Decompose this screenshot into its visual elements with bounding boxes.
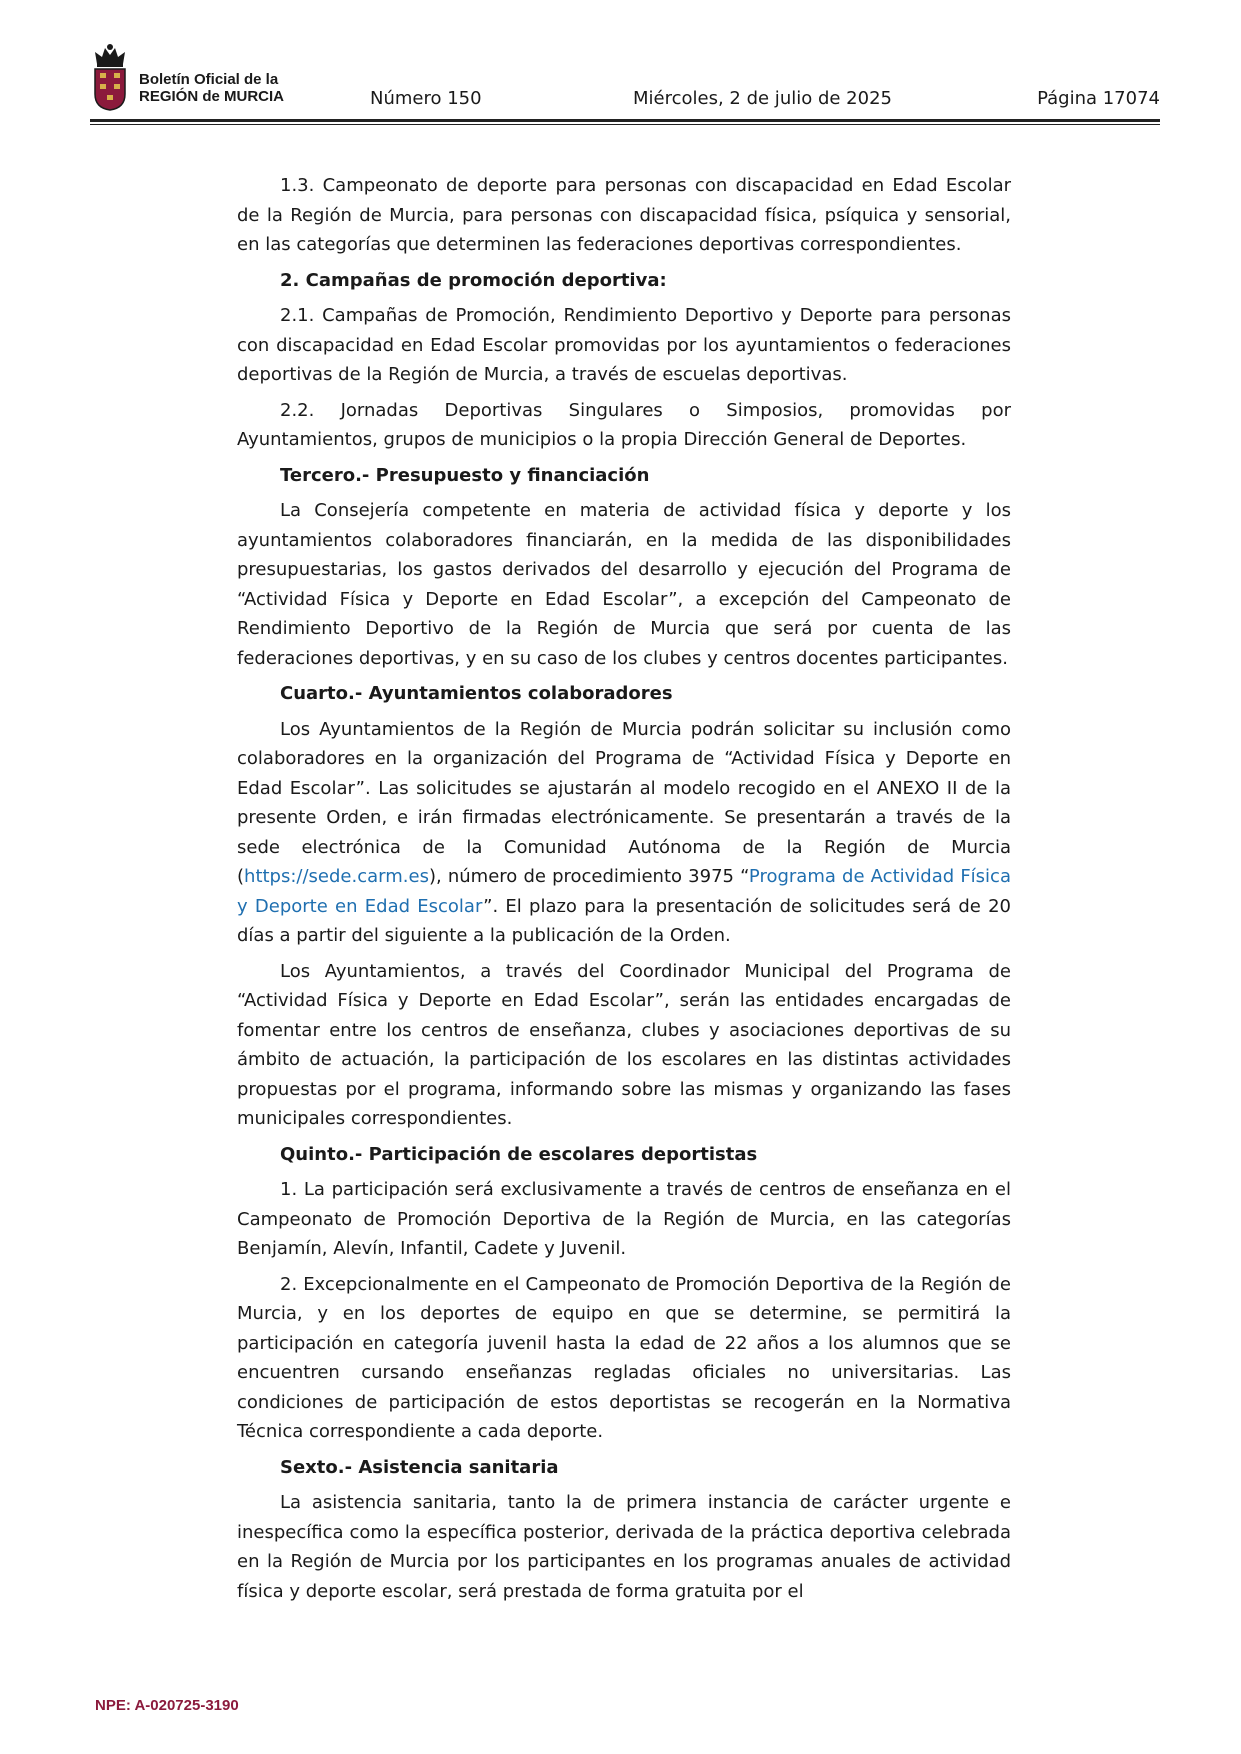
paragraph-2-1: 2.1. Campañas de Promoción, Rendimiento Deportivo y Deporte para personas con discapacidad en Edad Escolar promovidas por los ayuntamientos o federaciones deportivas de la Región de Murcia, a través de escuelas deportivas. bbox=[237, 305, 1011, 385]
bulletin-brand bbox=[139, 71, 284, 105]
paragraph-tercero: La Consejería competente en materia de actividad física y deporte y los ayuntamientos colaboradores financiarán, en la medida de las disponibilidades presupuestarias, los gastos derivados del desarrollo y ejecución del Programa de “Actividad Física y Deporte en Edad Escolar”, a excepción del Campeonato de Rendimiento Deportivo de la Región de Murcia que será por cuenta de las federaciones deportivas, y en su caso de los clubes y centros docentes participantes. bbox=[237, 500, 1011, 669]
heading-tercero: Tercero.- Presupuesto y financiación bbox=[280, 464, 650, 486]
cuarto-text-a: Los Ayuntamientos de la Región de Murcia podrán solicitar su inclusión como colaboradores en la organización del Programa de “Actividad Física y Deporte en Edad Escolar”. Las solicitudes se ajustarán al modelo recogido en el ANEXO II de la presente Orden, e irán firmadas electrónicamente. Se presentarán a través de la sede electrónica de la Comunidad Autónoma de la Región de Murcia ( bbox=[237, 718, 1011, 887]
page-header bbox=[90, 40, 1160, 124]
cuarto-text-b: ), número de procedimiento 3975 “ bbox=[428, 866, 749, 887]
document-body bbox=[237, 171, 1011, 1612]
paragraph-cuarto-1 bbox=[237, 715, 1011, 951]
brand-line-1: Boletín Oficial de la bbox=[139, 71, 279, 88]
heading-sexto: Sexto.- Asistencia sanitaria bbox=[280, 1456, 559, 1478]
paragraph-sexto: La asistencia sanitaria, tanto la de primera instancia de carácter urgente e inespecífica como la específica posterior, derivada de la práctica deportiva celebrada en la Región de Murcia por los participantes en los programas anuales de actividad física y deporte escolar, será prestada de forma gratuita por el bbox=[237, 1492, 1011, 1602]
issue-number: Número 150 bbox=[370, 88, 482, 109]
link-programa[interactable]: Programa de Actividad Física y Deporte en Edad Escolar bbox=[237, 866, 1011, 917]
header-rule-thin bbox=[90, 124, 1160, 125]
paragraph-1-3: 1.3. Campeonato de deporte para personas con discapacidad en Edad Escolar de la Región de Murcia, para personas con discapacidad física, psíquica y sensorial, en las categorías que determinen las federaciones deportivas correspondientes. bbox=[237, 175, 1011, 255]
heading-cuarto: Cuarto.- Ayuntamientos colaboradores bbox=[280, 683, 673, 704]
page-number: Página 17074 bbox=[1037, 88, 1160, 109]
paragraph-2-2: 2.2. Jornadas Deportivas Singulares o Simposios, promovidas por Ayuntamientos, grupos de municipios o la propia Dirección General de Deportes. bbox=[237, 399, 1011, 450]
paragraph-cuarto-2: Los Ayuntamientos, a través del Coordinador Municipal del Programa de “Actividad Física y Deporte en Edad Escolar”, serán las entidades encargadas de fomentar entre los centros de enseñanza, clubes y asociaciones deportivas de su ámbito de actuación, la participación de los escolares en las distintas actividades propuestas por el programa, informando sobre las mismas y organizando las fases municipales correspondientes. bbox=[237, 960, 1011, 1129]
heading-campanas: 2. Campañas de promoción deportiva: bbox=[280, 269, 667, 291]
link-sede-carm[interactable]: https://sede.carm.es bbox=[244, 866, 429, 887]
heading-quinto: Quinto.- Participación de escolares deportistas bbox=[280, 1143, 758, 1165]
paragraph-quinto-2: 2. Excepcionalmente en el Campeonato de Promoción Deportiva de la Región de Murcia, y en los deportes de equipo en que se determine, se permitirá la participación en categoría juvenil hasta la edad de 22 años a los alumnos que se encuentren cursando enseñanzas regladas oficiales no universitarias. Las condiciones de participación de estos deportistas se recogerán en la Normativa Técnica correspondiente a cada deporte. bbox=[237, 1273, 1011, 1442]
brand-line-2: REGIÓN de MURCIA bbox=[139, 88, 285, 105]
issue-date: Miércoles, 2 de julio de 2025 bbox=[633, 88, 892, 109]
paragraph-quinto-1: 1. La participación será exclusivamente a través de centros de enseñanza en el Campeonato de Promoción Deportiva de la Región de Murcia, en las categorías Benjamín, Alevín, Infantil, Cadete y Juvenil. bbox=[237, 1179, 1011, 1259]
npe-code: NPE: A-020725-3190 bbox=[95, 1697, 239, 1714]
cuarto-text-c: ”. El plazo para la presentación de solicitudes será de 20 días a partir del siguiente a la publicación de la Orden. bbox=[237, 895, 1012, 946]
header-rule-thick bbox=[90, 119, 1160, 122]
region-crest-icon bbox=[92, 42, 128, 112]
